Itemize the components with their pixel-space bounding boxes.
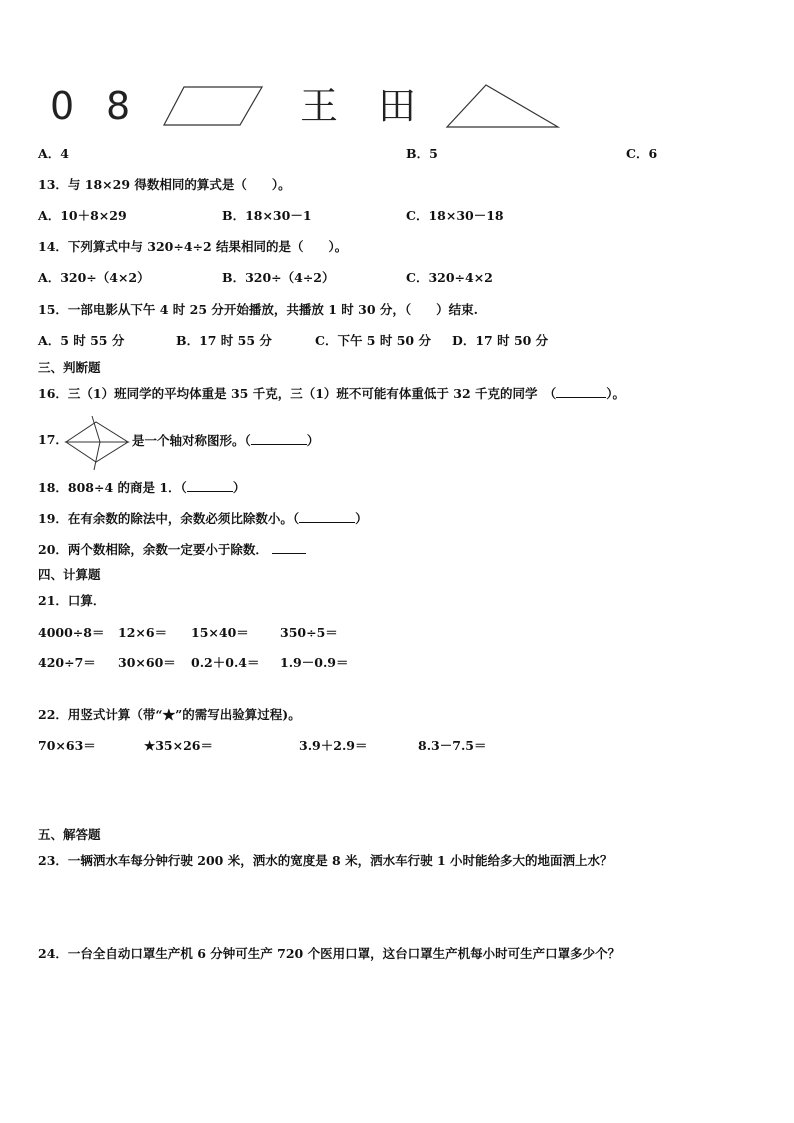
q16-close: ）。	[606, 386, 626, 401]
q20-answer-blank[interactable]	[272, 541, 306, 554]
q19-question	[38, 510, 368, 527]
q23-stem: 23．一辆洒水车每分钟行驶 200 米，洒水的宽度是 8 米，洒水车行驶 1 小时能给多大的地面洒上水？	[38, 853, 613, 868]
q17-question	[132, 432, 319, 449]
q22-item-2: ★35×26＝	[144, 738, 213, 753]
q22-item-1: 70×63＝	[38, 738, 96, 753]
section-5-heading: 五、解答题	[38, 827, 101, 842]
q14-option-a: A．320÷（4×2）	[38, 270, 150, 285]
q21-item-5: 420÷7＝	[38, 655, 96, 670]
q19-close: ）	[355, 511, 368, 526]
triangle-figure	[444, 82, 562, 130]
figure-char-wang: 王	[300, 84, 339, 128]
q19-answer-blank[interactable]	[299, 510, 355, 523]
q14-stem: 14．下列算式中与 320÷4÷2 结果相同的是（ ）。	[38, 239, 348, 254]
q12-option-b: B．5	[406, 146, 438, 161]
q15-stem: 15．一部电影从下午 4 时 25 分开始播放，共播放 1 时 30 分，（ ）结束.	[38, 302, 478, 317]
q20-stem: 20．两个数相除，余数一定要小于除数．	[38, 542, 268, 557]
q17-answer-blank[interactable]	[251, 432, 307, 445]
q16-stem: 16．三（1）班同学的平均体重是 35 千克，三（1）班不可能有体重低于 32 千克的同学 （	[38, 386, 557, 401]
section-3-heading: 三、判断题	[38, 360, 101, 375]
figure-digit-8: 8	[106, 84, 131, 128]
q18-answer-blank[interactable]	[187, 479, 233, 492]
q18-close: ）	[232, 480, 246, 495]
q12-option-a: A．4	[38, 146, 69, 161]
q17-stem: 是一个轴对称图形。（	[132, 433, 251, 448]
parallelogram-figure	[162, 84, 264, 128]
q12-option-c: C．6	[626, 146, 658, 161]
q14-option-c: C．320÷4×2	[406, 270, 493, 285]
q15-option-d: D．17 时 50 分	[452, 333, 549, 348]
q24-stem: 24．一台全自动口罩生产机 6 分钟可生产 720 个医用口罩，这台口罩生产机每小时可生产口罩多少个？	[38, 946, 621, 961]
section-4-heading: 四、计算题	[38, 567, 101, 582]
q22-item-3: 3.9＋2.9＝	[299, 738, 368, 753]
q18-question	[38, 479, 245, 496]
q21-item-8: 1.9－0.9＝	[280, 655, 349, 670]
q14-option-b: B．320÷（4÷2）	[222, 270, 335, 285]
q13-option-c: C．18×30－18	[406, 208, 504, 223]
q17-number: 17．	[38, 432, 68, 447]
q17-close: ）	[306, 433, 320, 448]
figure-digit-0: 0	[50, 84, 75, 128]
q20-question	[38, 541, 306, 558]
q13-option-b: B．18×30－1	[222, 208, 312, 223]
q22-stem: 22．用竖式计算（带“★”的需写出验算过程)。	[38, 707, 301, 722]
axisymmetric-star-figure	[64, 414, 132, 472]
q15-option-c: C．下午 5 时 50 分	[315, 333, 431, 348]
q19-stem: 19．在有余数的除法中，余数必须比除数小。（	[38, 511, 300, 526]
q16-answer-blank[interactable]	[556, 385, 606, 398]
q18-stem: 18．808÷4 的商是 1．（	[38, 480, 187, 495]
q15-option-a: A．5 时 55 分	[38, 333, 125, 348]
q22-item-4: 8.3－7.5＝	[418, 738, 487, 753]
q21-item-7: 0.2＋0.4＝	[191, 655, 260, 670]
q21-item-2: 12×6＝	[118, 625, 168, 640]
q21-stem: 21．口算．	[38, 593, 106, 608]
q13-option-a: A．10＋8×29	[38, 208, 127, 223]
q15-option-b: B．17 时 55 分	[176, 333, 272, 348]
q21-item-3: 15×40＝	[191, 625, 249, 640]
q16-question	[38, 385, 625, 402]
q21-item-4: 350÷5＝	[280, 625, 338, 640]
q21-item-1: 4000÷8＝	[38, 625, 105, 640]
q21-item-6: 30×60＝	[118, 655, 176, 670]
q13-stem: 13．与 18×29 得数相同的算式是（ ）。	[38, 177, 291, 192]
figure-char-tian: 田	[378, 84, 417, 128]
